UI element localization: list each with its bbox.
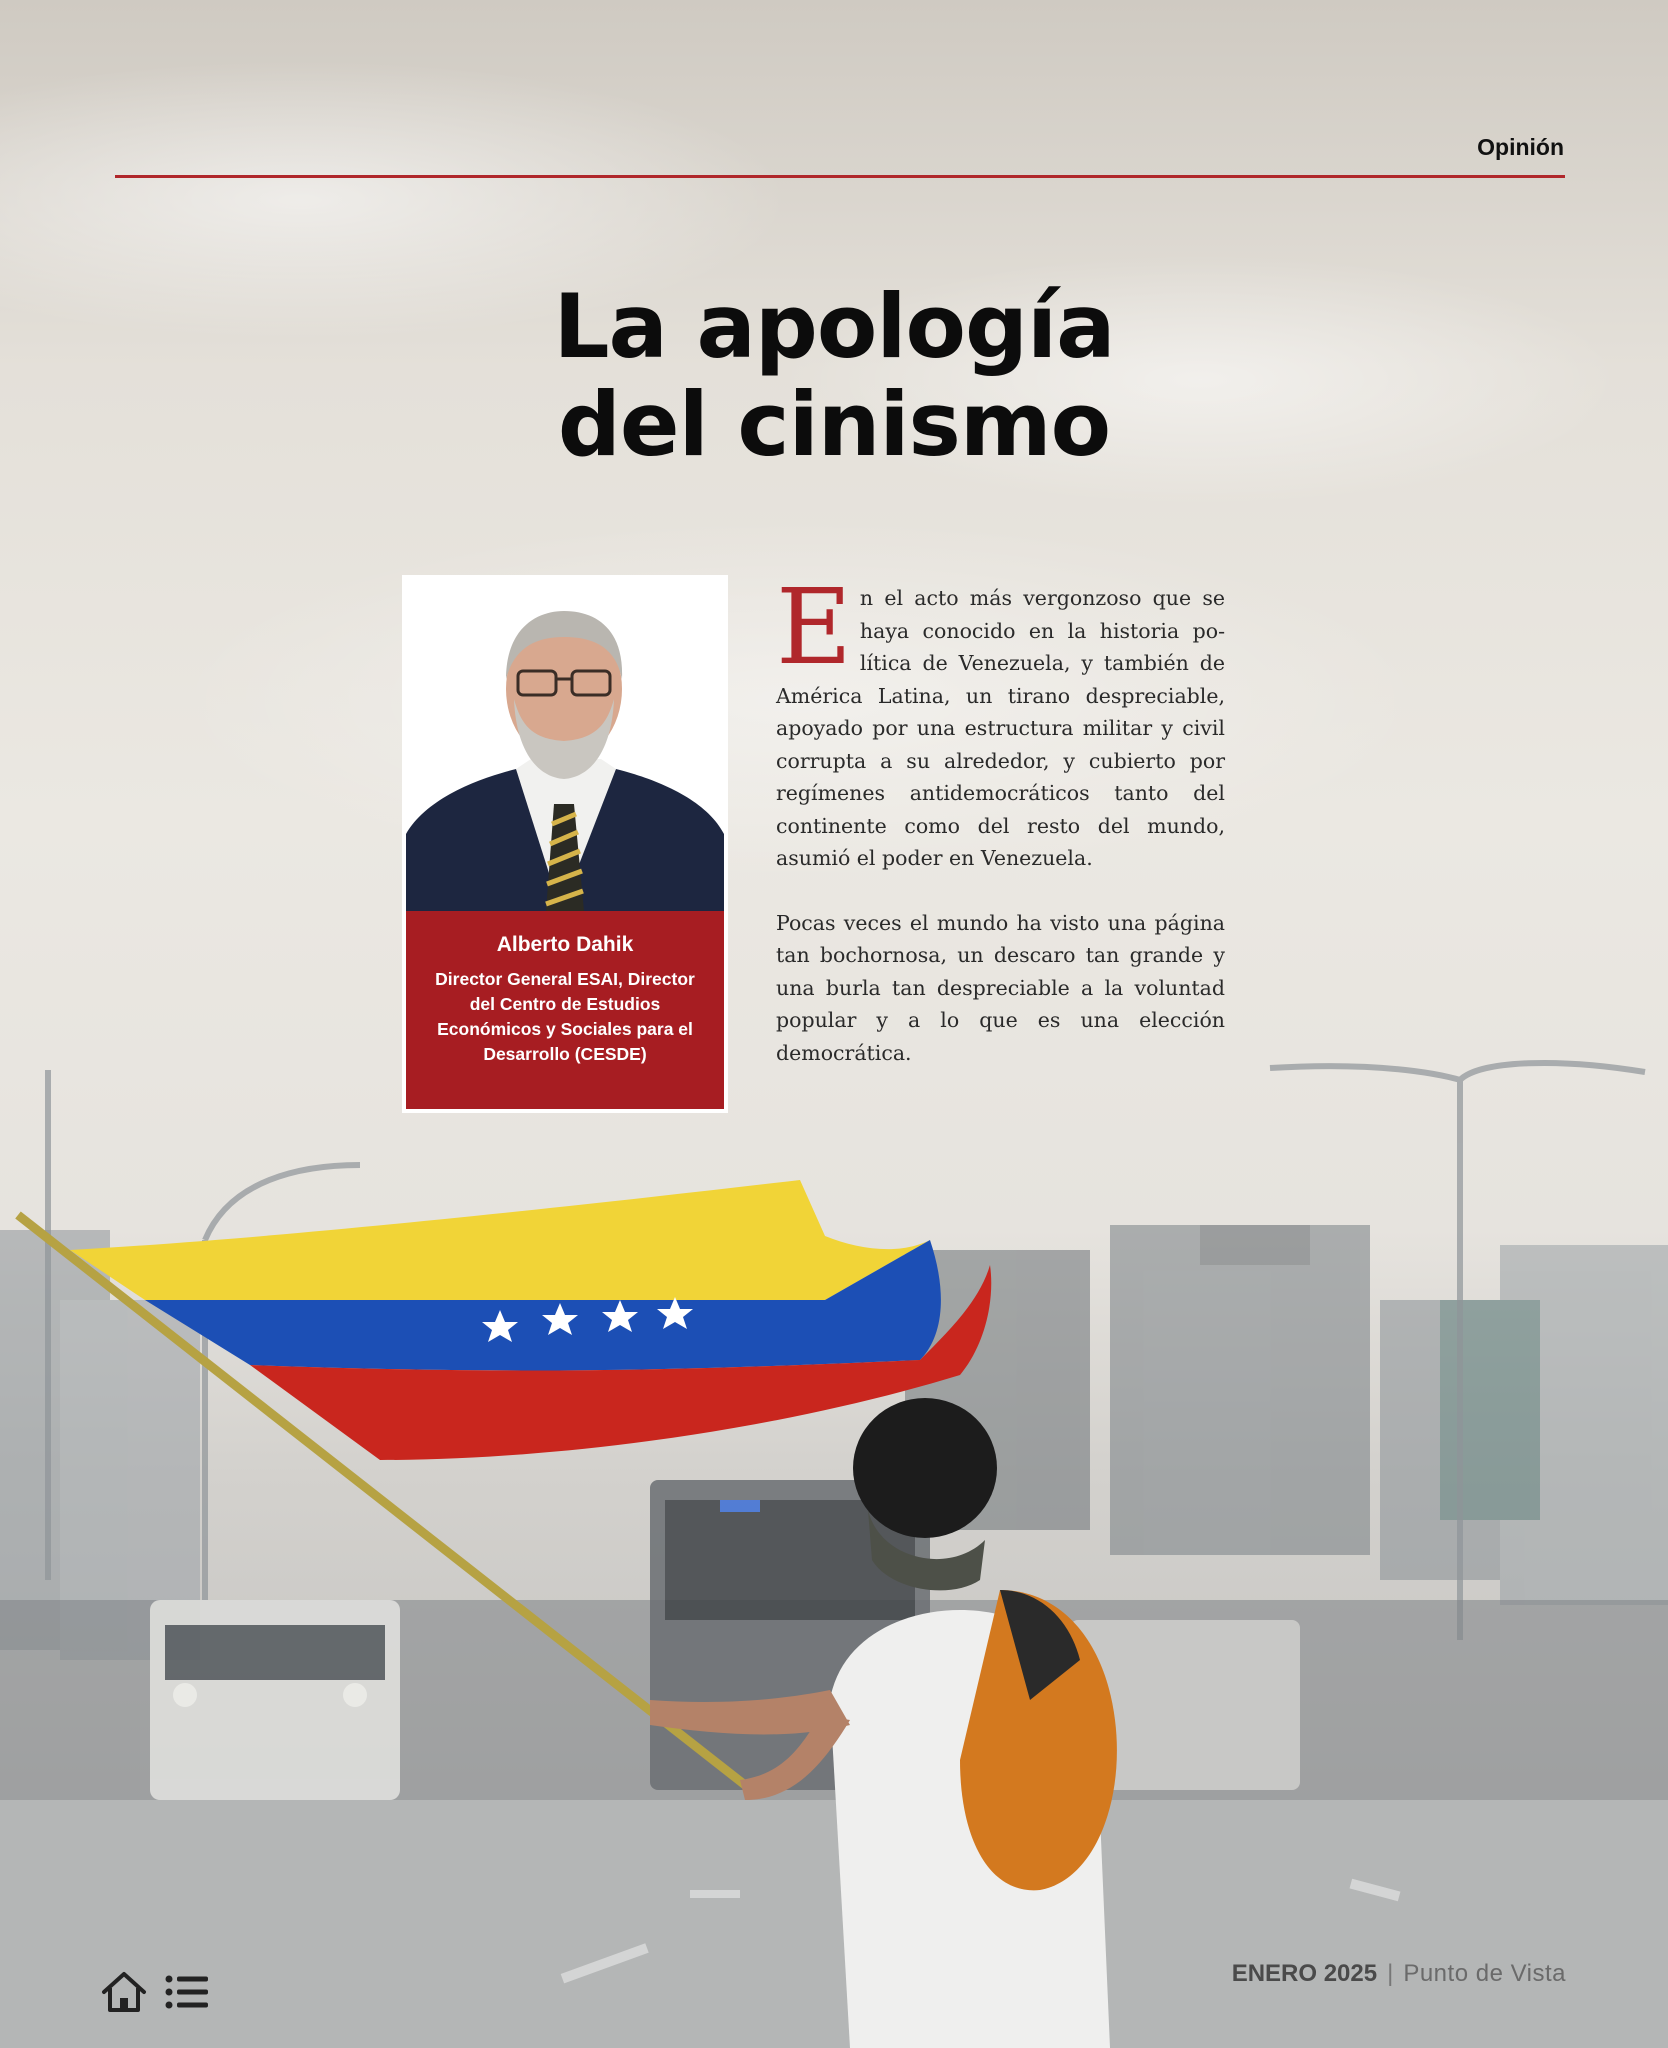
title-line-1: La apología [553, 275, 1115, 378]
drop-cap: E [776, 566, 852, 688]
page-footer [1232, 1960, 1566, 1988]
author-photo [406, 579, 724, 911]
menu-icon[interactable] [164, 1970, 210, 2014]
author-card [402, 575, 728, 1113]
issue-date: ENERO 2025 [1231, 1960, 1378, 1987]
author-info-box [406, 911, 724, 1109]
author-role: Director General ESAI, Director del Centro de Estudios Económicos y Sociales para el Desarrollo (CESDE) [435, 969, 695, 1064]
header-rule [115, 175, 1565, 178]
article-title [0, 275, 1668, 476]
footer-separator: | [1387, 1960, 1394, 1987]
author-name: Alberto Dahik [496, 933, 634, 956]
article-paragraph-1 [776, 566, 1225, 875]
title-line-2: del cinismo [557, 373, 1111, 476]
article-paragraph-2: Pocas veces el mundo ha visto una página tan bochornosa, un descaro tan grande y una burla tan despreciable a la voluntad popular y a lo que es una elección democrática. [776, 910, 1225, 1065]
paragraph-1-text: n el acto más vergonzoso que se haya conocido en la historia política de Venezuela, y también de América Latina, un tirano despreciable, apoyado por una estructura militar y civil corrupta a su alrededor, y cubierto por regímenes antidemocráticos tanto del continente como del resto del mundo, asumió el poder en Venezuela. [776, 586, 1225, 870]
article-body [776, 566, 1225, 1101]
nav-icons [100, 1970, 220, 2020]
home-icon[interactable] [100, 1970, 148, 2014]
magazine-name: Punto de Vista [1403, 1960, 1566, 1987]
section-label: Opinión [1477, 134, 1564, 160]
